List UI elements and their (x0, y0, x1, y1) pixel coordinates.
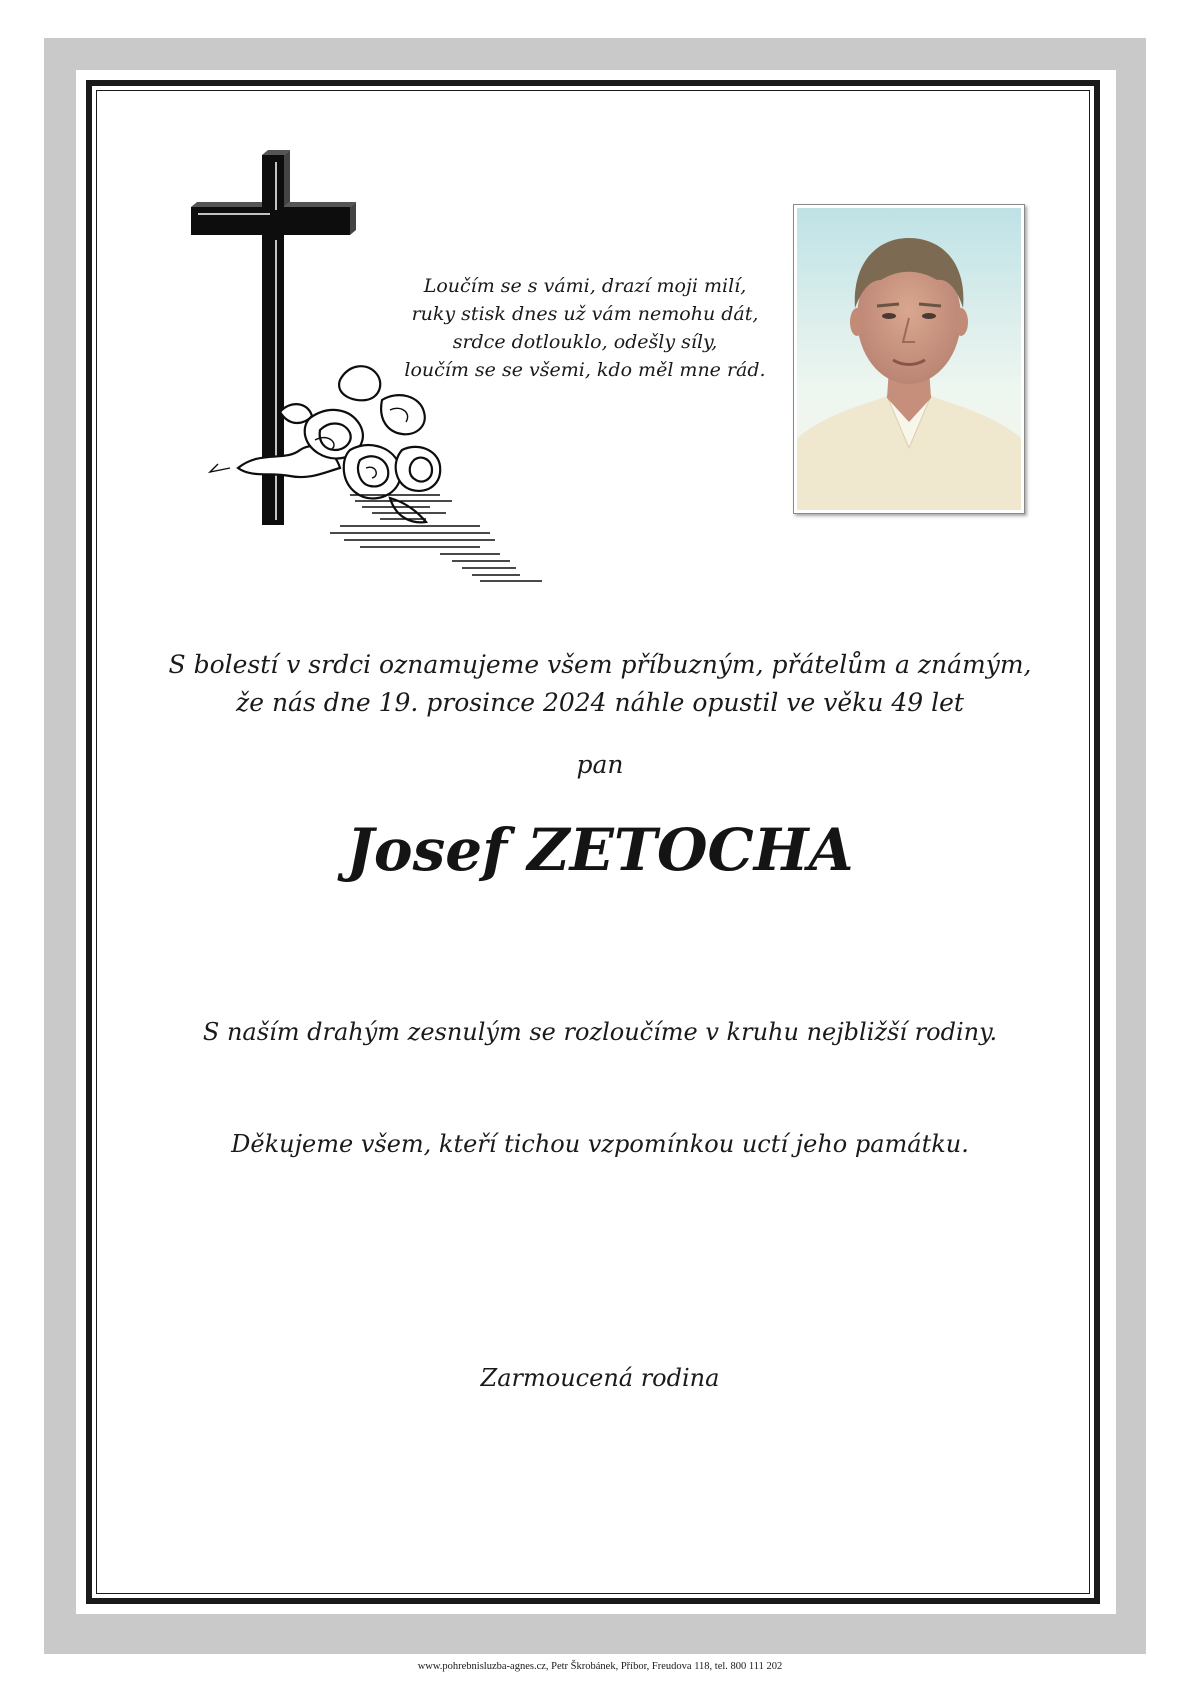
farewell-text: S naším drahým zesnulým se rozloučíme v kruhu nejbližší rodiny. (202, 1018, 998, 1046)
announcement-line: že nás dne 19. prosince 2024 náhle opustil ve věku 49 let (236, 688, 964, 717)
poem-line: Loučím se s vámi, drazí moji milí, (423, 275, 747, 297)
poem-line: srdce dotlouklo, odešly síly, (452, 331, 718, 353)
portrait-image (797, 208, 1021, 510)
poem-line: ruky stisk dnes už vám nemohu dát, (411, 303, 759, 325)
title-prefix: pan (576, 750, 624, 779)
thanks-text: Děkujeme všem, kteří tichou vzpomínkou uctí jeho památku. (231, 1130, 969, 1158)
poem (380, 272, 790, 384)
deceased-name: Josef ZETOCHA (346, 816, 854, 884)
announcement-line: S bolestí v srdci oznamujeme všem příbuzným, přátelům a známým, (168, 650, 1032, 679)
footer-contact: www.pohrebnisluzba-agnes.cz, Petr Škrobánek, Příbor, Freudova 118, tel. 800 111 202 (417, 1661, 783, 1672)
portrait-photo (793, 204, 1025, 514)
poem-line: loučím se se všemi, kdo měl mne rád. (404, 359, 766, 381)
signature: Zarmoucená rodina (480, 1364, 720, 1392)
announcement-text (120, 646, 1080, 722)
